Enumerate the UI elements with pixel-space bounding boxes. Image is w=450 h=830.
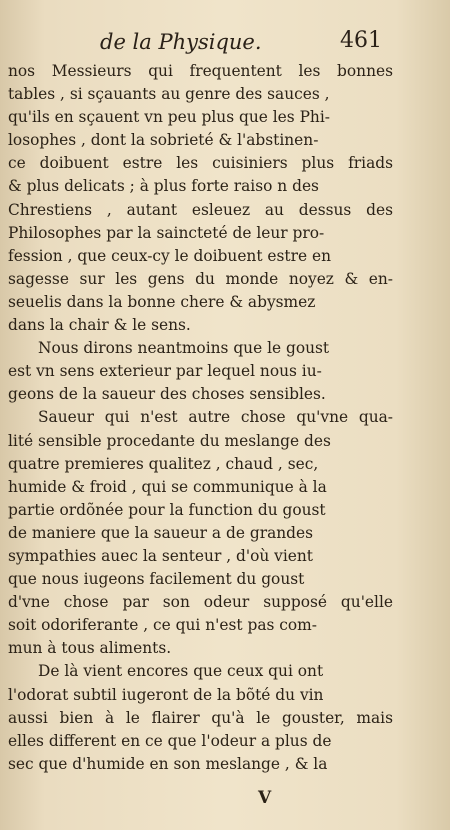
- text-line: lité sensible procedante du meslange des: [8, 431, 331, 450]
- page-number: 461: [340, 28, 382, 53]
- text-line: geons de la saueur des choses sensibles.: [8, 385, 326, 404]
- text-line: nos Messieurs qui frequentent les bonnes: [8, 62, 393, 80]
- text-line: losophes , dont la sobrieté & l'abstinen-: [8, 131, 319, 150]
- page-header: [0, 22, 450, 62]
- text-line: Nous dirons neantmoins que le goust: [38, 339, 330, 358]
- text-line: Saueur qui n'est autre chose qu'vne qua-: [38, 408, 393, 427]
- text-line: humide & froid , qui se communique à la: [8, 477, 327, 496]
- text-line: Chrestiens , autant esleuez au dessus des: [8, 200, 393, 219]
- text-line: l'odorat subtil iugeront de la bõté du vin: [8, 685, 324, 704]
- text-line: fession , que ceux-cy le doibuent estre en: [8, 246, 331, 265]
- text-line: sagesse sur les gens du monde noyez & en-: [8, 269, 393, 288]
- text-line: partie ordõnée pour la function du goust: [8, 500, 326, 519]
- text-line: seuelis dans la bonne chere & abysmez: [8, 292, 316, 311]
- text-line: quatre premieres qualitez , chaud , sec,: [8, 454, 319, 473]
- text-line: dans la chair & le sens.: [8, 316, 191, 335]
- text-line: ce doibuent estre les cuisiniers plus friads: [8, 154, 393, 173]
- text-line: elles different en ce que l'odeur a plus de: [8, 731, 332, 750]
- text-line: que nous iugeons facilement du goust: [8, 570, 305, 589]
- text-line: est vn sens exterieur par lequel nous iu-: [8, 362, 322, 381]
- text-line: d'vne chose par son odeur supposé qu'elle: [8, 593, 393, 612]
- text-line: & plus delicats ; à plus forte raiso n des: [8, 177, 319, 196]
- text-line: aussi bien à le flairer qu'à le gouster, mais: [8, 708, 393, 727]
- text-line: mun à tous aliments.: [8, 639, 172, 658]
- text-line: sec que d'humide en son meslange , & la: [8, 754, 328, 773]
- text-line: de maniere que la saueur a de grandes: [8, 523, 314, 542]
- text-line: qu'ils en sçauent vn peu plus que les Phi-: [8, 108, 330, 127]
- running-title: de la Physique.: [100, 30, 262, 54]
- text-line: tables , si sçauants au genre des sauces ,: [8, 85, 330, 104]
- body-text: [8, 60, 393, 776]
- text-line: De là vient encores que ceux qui ont: [38, 662, 324, 681]
- text-line: Philosophes par la saincteté de leur pro-: [8, 223, 325, 242]
- text-line: sympathies auec la senteur , d'où vient: [8, 546, 313, 565]
- text-line: soit odoriferante , ce qui n'est pas com-: [8, 616, 317, 635]
- catchword: V: [258, 788, 272, 808]
